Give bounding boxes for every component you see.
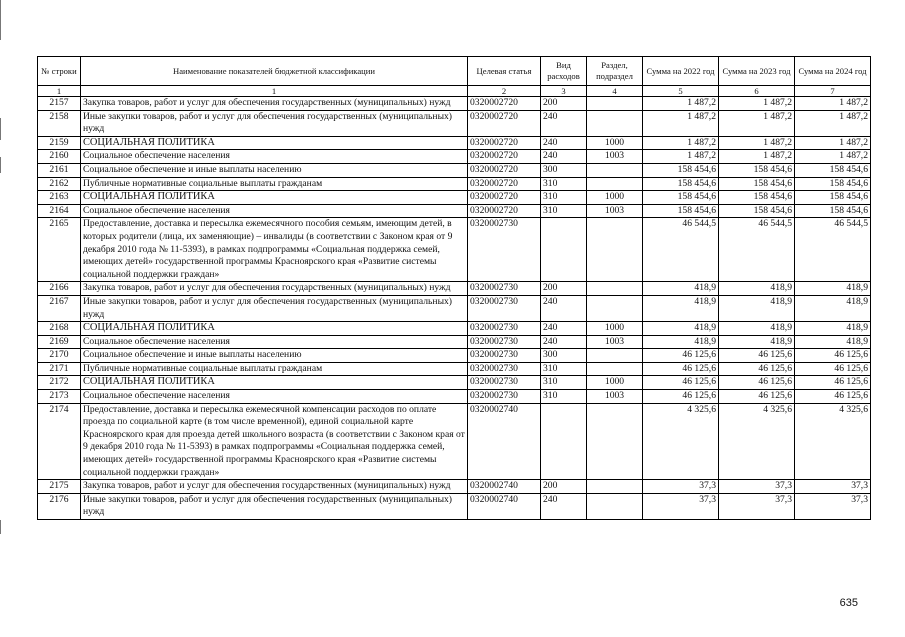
column-number: 5: [643, 86, 719, 97]
table-row: [38, 493, 871, 519]
row-sum-2024-cell: 46 125,6: [795, 349, 871, 363]
row-section-cell: [587, 110, 643, 136]
row-sum-2023-cell: 418,9: [719, 282, 795, 296]
row-sum-2023-cell: 158 454,6: [719, 177, 795, 191]
header-sum-2024: Сумма на 2024 год: [795, 57, 871, 86]
header-sum-2022: Сумма на 2022 год: [643, 57, 719, 86]
row-target-article-cell: 0320002720: [468, 136, 541, 150]
row-sum-2024-cell: 1 487,2: [795, 150, 871, 164]
row-expense-type-cell: 240: [541, 150, 587, 164]
table-header-row: [38, 57, 871, 86]
row-name-cell: Иные закупки товаров, работ и услуг для обеспечения государственных (муниципальных) нужд: [81, 295, 468, 321]
row-sum-2023-cell: 1 487,2: [719, 150, 795, 164]
table-row: [38, 177, 871, 191]
row-section-cell: 1000: [587, 376, 643, 390]
row-section-cell: 1003: [587, 204, 643, 218]
row-number-cell: 2176: [38, 493, 81, 519]
row-target-article-cell: 0320002720: [468, 150, 541, 164]
row-sum-2022-cell: 418,9: [643, 335, 719, 349]
row-section-cell: 1000: [587, 136, 643, 150]
row-sum-2022-cell: 4 325,6: [643, 403, 719, 480]
row-sum-2022-cell: 46 125,6: [643, 390, 719, 404]
row-section-cell: 1003: [587, 390, 643, 404]
row-target-article-cell: 0320002730: [468, 282, 541, 296]
row-name-cell: Закупка товаров, работ и услуг для обеспечения государственных (муниципальных) нужд: [81, 282, 468, 296]
table-row: [38, 204, 871, 218]
row-sum-2023-cell: 418,9: [719, 335, 795, 349]
row-target-article-cell: 0320002740: [468, 493, 541, 519]
row-sum-2024-cell: 46 125,6: [795, 362, 871, 376]
row-name-cell: СОЦИАЛЬНАЯ ПОЛИТИКА: [81, 322, 468, 336]
row-number-cell: 2167: [38, 295, 81, 321]
table-row: [38, 403, 871, 480]
row-sum-2022-cell: 158 454,6: [643, 163, 719, 177]
row-sum-2022-cell: 1 487,2: [643, 110, 719, 136]
row-name-cell: Социальное обеспечение населения: [81, 390, 468, 404]
row-section-cell: [587, 493, 643, 519]
row-sum-2023-cell: 37,3: [719, 493, 795, 519]
row-sum-2024-cell: 418,9: [795, 282, 871, 296]
row-sum-2023-cell: 1 487,2: [719, 110, 795, 136]
row-sum-2024-cell: 37,3: [795, 493, 871, 519]
row-sum-2022-cell: 418,9: [643, 282, 719, 296]
row-expense-type-cell: 310: [541, 191, 587, 205]
column-number: 7: [795, 86, 871, 97]
row-number-cell: 2165: [38, 218, 81, 282]
table-row: [38, 335, 871, 349]
row-number-cell: 2172: [38, 376, 81, 390]
row-target-article-cell: 0320002730: [468, 390, 541, 404]
row-number-cell: 2171: [38, 362, 81, 376]
row-number-cell: 2164: [38, 204, 81, 218]
row-expense-type-cell: 310: [541, 177, 587, 191]
row-sum-2022-cell: 158 454,6: [643, 191, 719, 205]
row-section-cell: [587, 295, 643, 321]
row-sum-2024-cell: 46 544,5: [795, 218, 871, 282]
table-row: [38, 282, 871, 296]
table-row: [38, 390, 871, 404]
row-expense-type-cell: 310: [541, 362, 587, 376]
row-section-cell: [587, 97, 643, 111]
row-expense-type-cell: [541, 403, 587, 480]
table-row: [38, 110, 871, 136]
row-target-article-cell: 0320002720: [468, 97, 541, 111]
row-expense-type-cell: 240: [541, 295, 587, 321]
header-sum-2023: Сумма на 2023 год: [719, 57, 795, 86]
row-number-cell: 2169: [38, 335, 81, 349]
row-section-cell: [587, 480, 643, 494]
row-section-cell: 1000: [587, 191, 643, 205]
row-number-cell: 2163: [38, 191, 81, 205]
scan-margin-mark: [0, 0, 1, 40]
row-sum-2023-cell: 46 125,6: [719, 362, 795, 376]
row-expense-type-cell: 240: [541, 322, 587, 336]
row-sum-2023-cell: 418,9: [719, 295, 795, 321]
row-name-cell: Закупка товаров, работ и услуг для обеспечения государственных (муниципальных) нужд: [81, 97, 468, 111]
row-expense-type-cell: 240: [541, 136, 587, 150]
row-target-article-cell: 0320002730: [468, 218, 541, 282]
table-row: [38, 295, 871, 321]
table-row: [38, 97, 871, 111]
row-sum-2024-cell: 158 454,6: [795, 163, 871, 177]
row-number-cell: 2160: [38, 150, 81, 164]
table-body: [38, 97, 871, 520]
row-target-article-cell: 0320002740: [468, 403, 541, 480]
row-section-cell: [587, 163, 643, 177]
column-number: 1: [38, 86, 81, 97]
row-name-cell: СОЦИАЛЬНАЯ ПОЛИТИКА: [81, 376, 468, 390]
row-sum-2024-cell: 1 487,2: [795, 97, 871, 111]
scan-margin-mark: [0, 520, 1, 534]
scan-margin-mark: [0, 157, 1, 173]
row-target-article-cell: 0320002720: [468, 191, 541, 205]
row-section-cell: 1003: [587, 335, 643, 349]
row-name-cell: Публичные нормативные социальные выплаты гражданам: [81, 177, 468, 191]
table-row: [38, 480, 871, 494]
row-number-cell: 2175: [38, 480, 81, 494]
row-sum-2022-cell: 37,3: [643, 493, 719, 519]
row-target-article-cell: 0320002730: [468, 362, 541, 376]
row-sum-2022-cell: 46 125,6: [643, 376, 719, 390]
row-sum-2024-cell: 37,3: [795, 480, 871, 494]
row-sum-2022-cell: 1 487,2: [643, 97, 719, 111]
header-row-no: № строки: [38, 57, 81, 86]
row-number-cell: 2158: [38, 110, 81, 136]
row-target-article-cell: 0320002720: [468, 110, 541, 136]
row-section-cell: [587, 349, 643, 363]
row-expense-type-cell: 310: [541, 376, 587, 390]
row-name-cell: Предоставление, доставка и пересылка ежемесячной компенсации расходов по оплате проезда по социальной карте (в том числе временной), единой социальной карте Красноярского края для проезда детей школьного возраста (в соответствии с Законом края от 9 декабря 2010 года № 11-5393) в рамках подпрограммы «Социальная поддержка семей, имеющих детей» государственной программы Красноярского края «Развитие системы социальной поддержки граждан»: [81, 403, 468, 480]
row-expense-type-cell: [541, 218, 587, 282]
row-name-cell: Закупка товаров, работ и услуг для обеспечения государственных (муниципальных) нужд: [81, 480, 468, 494]
column-number: 6: [719, 86, 795, 97]
row-name-cell: Социальное обеспечение и иные выплаты населению: [81, 163, 468, 177]
row-name-cell: Социальное обеспечение населения: [81, 150, 468, 164]
row-sum-2024-cell: 158 454,6: [795, 204, 871, 218]
table-row: [38, 362, 871, 376]
table-row: [38, 376, 871, 390]
row-number-cell: 2173: [38, 390, 81, 404]
table-row: [38, 136, 871, 150]
row-expense-type-cell: 300: [541, 349, 587, 363]
row-number-cell: 2157: [38, 97, 81, 111]
row-sum-2024-cell: 1 487,2: [795, 110, 871, 136]
row-sum-2023-cell: 158 454,6: [719, 163, 795, 177]
row-target-article-cell: 0320002730: [468, 295, 541, 321]
row-sum-2022-cell: 1 487,2: [643, 136, 719, 150]
column-number: 1: [81, 86, 468, 97]
row-sum-2022-cell: 37,3: [643, 480, 719, 494]
row-number-cell: 2159: [38, 136, 81, 150]
header-target-article: Целевая статья: [468, 57, 541, 86]
row-expense-type-cell: 310: [541, 390, 587, 404]
table-row: [38, 150, 871, 164]
row-section-cell: [587, 282, 643, 296]
header-expense-type: Вид расходов: [541, 57, 587, 86]
row-target-article-cell: 0320002730: [468, 376, 541, 390]
row-sum-2023-cell: 418,9: [719, 322, 795, 336]
row-number-cell: 2170: [38, 349, 81, 363]
row-name-cell: Предоставление, доставка и пересылка ежемесячного пособия семьям, имеющим детей, в которых родители (лица, их заменяющие) – инвалиды (в соответствии с Законом края от 9 декабря 2010 года № 11-5393), в рамках подпрограммы «Социальная поддержка семей, имеющих детей» государственной программы Красноярского края «Развитие системы социальной поддержки граждан»: [81, 218, 468, 282]
page-number: 635: [839, 597, 858, 609]
row-sum-2023-cell: 158 454,6: [719, 204, 795, 218]
row-sum-2022-cell: 46 125,6: [643, 362, 719, 376]
row-name-cell: Иные закупки товаров, работ и услуг для обеспечения государственных (муниципальных) нужд: [81, 110, 468, 136]
row-expense-type-cell: 240: [541, 110, 587, 136]
row-sum-2023-cell: 46 125,6: [719, 390, 795, 404]
row-expense-type-cell: 200: [541, 282, 587, 296]
row-section-cell: [587, 177, 643, 191]
row-expense-type-cell: 240: [541, 335, 587, 349]
row-sum-2024-cell: 4 325,6: [795, 403, 871, 480]
header-section: Раздел, подраздел: [587, 57, 643, 86]
row-target-article-cell: 0320002720: [468, 163, 541, 177]
row-section-cell: [587, 362, 643, 376]
row-sum-2024-cell: 1 487,2: [795, 136, 871, 150]
row-sum-2022-cell: 158 454,6: [643, 177, 719, 191]
row-number-cell: 2174: [38, 403, 81, 480]
row-sum-2023-cell: 37,3: [719, 480, 795, 494]
row-target-article-cell: 0320002730: [468, 322, 541, 336]
budget-table: [37, 56, 871, 520]
row-name-cell: Иные закупки товаров, работ и услуг для обеспечения государственных (муниципальных) нужд: [81, 493, 468, 519]
row-number-cell: 2162: [38, 177, 81, 191]
table-row: [38, 163, 871, 177]
row-sum-2022-cell: 418,9: [643, 295, 719, 321]
row-expense-type-cell: 200: [541, 97, 587, 111]
row-sum-2024-cell: 158 454,6: [795, 191, 871, 205]
row-name-cell: Социальное обеспечение населения: [81, 335, 468, 349]
row-name-cell: Социальное обеспечение населения: [81, 204, 468, 218]
row-section-cell: 1000: [587, 322, 643, 336]
row-sum-2022-cell: 1 487,2: [643, 150, 719, 164]
row-target-article-cell: 0320002720: [468, 177, 541, 191]
row-name-cell: СОЦИАЛЬНАЯ ПОЛИТИКА: [81, 191, 468, 205]
row-name-cell: Публичные нормативные социальные выплаты гражданам: [81, 362, 468, 376]
row-sum-2022-cell: 418,9: [643, 322, 719, 336]
row-sum-2024-cell: 46 125,6: [795, 376, 871, 390]
row-target-article-cell: 0320002720: [468, 204, 541, 218]
row-sum-2022-cell: 158 454,6: [643, 204, 719, 218]
row-section-cell: 1003: [587, 150, 643, 164]
row-sum-2023-cell: 46 125,6: [719, 349, 795, 363]
column-number: 4: [587, 86, 643, 97]
row-number-cell: 2161: [38, 163, 81, 177]
scan-margin-mark: [0, 118, 1, 140]
table-row: [38, 349, 871, 363]
header-name: Наименование показателей бюджетной классификации: [81, 57, 468, 86]
row-sum-2024-cell: 158 454,6: [795, 177, 871, 191]
row-sum-2022-cell: 46 125,6: [643, 349, 719, 363]
table-row: [38, 322, 871, 336]
column-number: 2: [468, 86, 541, 97]
row-number-cell: 2168: [38, 322, 81, 336]
row-number-cell: 2166: [38, 282, 81, 296]
row-sum-2024-cell: 418,9: [795, 295, 871, 321]
row-expense-type-cell: 200: [541, 480, 587, 494]
row-sum-2024-cell: 418,9: [795, 322, 871, 336]
row-expense-type-cell: 240: [541, 493, 587, 519]
row-target-article-cell: 0320002730: [468, 349, 541, 363]
row-target-article-cell: 0320002730: [468, 335, 541, 349]
row-target-article-cell: 0320002740: [468, 480, 541, 494]
row-sum-2023-cell: 158 454,6: [719, 191, 795, 205]
row-sum-2022-cell: 46 544,5: [643, 218, 719, 282]
row-expense-type-cell: 300: [541, 163, 587, 177]
row-name-cell: СОЦИАЛЬНАЯ ПОЛИТИКА: [81, 136, 468, 150]
table-row: [38, 191, 871, 205]
row-sum-2023-cell: 1 487,2: [719, 97, 795, 111]
row-sum-2023-cell: 4 325,6: [719, 403, 795, 480]
row-section-cell: [587, 403, 643, 480]
row-sum-2023-cell: 46 125,6: [719, 376, 795, 390]
row-sum-2023-cell: 46 544,5: [719, 218, 795, 282]
column-number: 3: [541, 86, 587, 97]
row-sum-2023-cell: 1 487,2: [719, 136, 795, 150]
row-expense-type-cell: 310: [541, 204, 587, 218]
column-number-row: [38, 86, 871, 97]
row-section-cell: [587, 218, 643, 282]
row-name-cell: Социальное обеспечение и иные выплаты населению: [81, 349, 468, 363]
row-sum-2024-cell: 418,9: [795, 335, 871, 349]
row-sum-2024-cell: 46 125,6: [795, 390, 871, 404]
table-row: [38, 218, 871, 282]
